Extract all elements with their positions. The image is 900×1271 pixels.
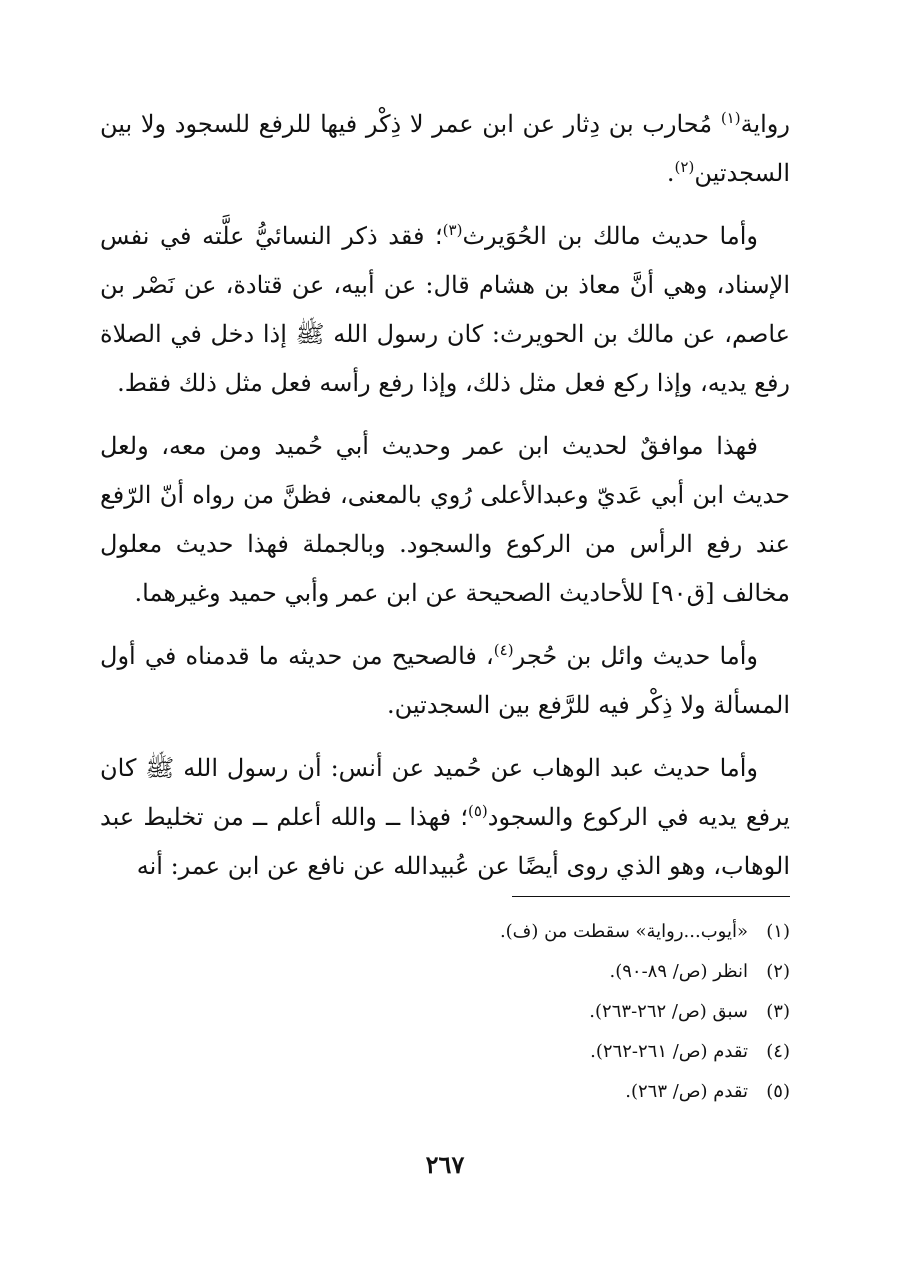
paragraph <box>100 100 790 198</box>
footnote <box>100 1032 790 1072</box>
book-page <box>100 100 790 1200</box>
paragraph <box>100 212 790 408</box>
footnote <box>100 992 790 1032</box>
text-run: مُحارب بن دِثار عن ابن عمر لا ذِكْر فيها للرفع للسجود ولا بين السجدتين <box>100 110 790 187</box>
text-run: . <box>666 159 675 187</box>
text-run: ؛ فقد ذكر النسائيُّ علَّته في نفس الإسناد، وهي أنَّ معاذ بن هشام قال: عن أبيه، عن قتادة، عن نَصْر بن عاصم، عن مالك بن الحويرث: كان رسول الله ﷺ إذا دخل في الصلاة رفع يديه، وإذا ركع فعل مثل ذلك، وإذا رفع رأسه فعل مثل ذلك فقط. <box>100 222 790 397</box>
footnote <box>100 1072 790 1112</box>
footnote-number: (٤) <box>766 1041 790 1062</box>
paragraph <box>100 632 790 730</box>
footnote-number: (١) <box>766 921 790 942</box>
footnote-text: تقدم (ص/ ٢٦٣). <box>625 1081 748 1102</box>
footnote-ref: (٤) <box>493 641 514 659</box>
text-run: وأما حديث عبد الوهاب عن حُميد عن أنس: أن رسول الله ﷺ كان يرفع يديه في الركوع والسجود <box>100 754 790 831</box>
page-number: ٢٦٧ <box>425 1150 465 1179</box>
footnote-ref: (٣) <box>442 221 463 239</box>
text-run: ، فالصحيح من حديثه ما قدمناه في أول المسألة ولا ذِكْر فيه للرَّفع بين السجدتين. <box>100 642 790 719</box>
main-text <box>100 100 790 891</box>
footnote-ref: (٥) <box>467 802 488 820</box>
footnotes <box>100 912 790 1112</box>
footnote-text: «أيوب...رواية» سقطت من (ف). <box>499 921 748 942</box>
footnote-number: (٣) <box>766 1001 790 1022</box>
text-run: رواية <box>740 110 790 138</box>
text-run: وأما حديث مالك بن الحُوَيرث <box>462 222 758 250</box>
paragraph <box>100 422 790 618</box>
footnote-text: تقدم (ص/ ٢٦١-٢٦٢). <box>590 1041 748 1062</box>
footnote-ref: (١) <box>720 109 741 127</box>
text-run: وأما حديث وائل بن حُجر <box>513 642 758 670</box>
footnote-separator <box>512 896 790 897</box>
text-run: فهذا موافقٌ لحديث ابن عمر وحديث أبي حُميد ومن معه، ولعل حديث ابن أبي عَديّ وعبدالأعلى رُوي بالمعنى، فظنَّ من رواه أنّ الرّفع عند رفع الرأس من الركوع والسجود. وبالجملة فهذا حديث معلول مخالف [ق٩٠] للأحاديث الصحيحة عن ابن عمر وأبي حميد وغيرهما. <box>100 432 790 607</box>
text-run: ؛ فهذا ــ والله أعلم ــ من تخليط عبد الوهاب، وهو الذي روى أيضًا عن عُبيدالله عن نافع عن ابن عمر: أنه <box>100 803 790 880</box>
footnote-ref: (٢) <box>674 158 695 176</box>
footnote <box>100 952 790 992</box>
footnote-number: (٥) <box>766 1081 790 1102</box>
footnote-number: (٢) <box>766 961 790 982</box>
footnote-text: سبق (ص/ ٢٦٢-٢٦٣). <box>589 1001 748 1022</box>
paragraph <box>100 744 790 891</box>
footnote <box>100 912 790 952</box>
footnote-text: انظر (ص/ ٨٩-٩٠). <box>609 961 748 982</box>
